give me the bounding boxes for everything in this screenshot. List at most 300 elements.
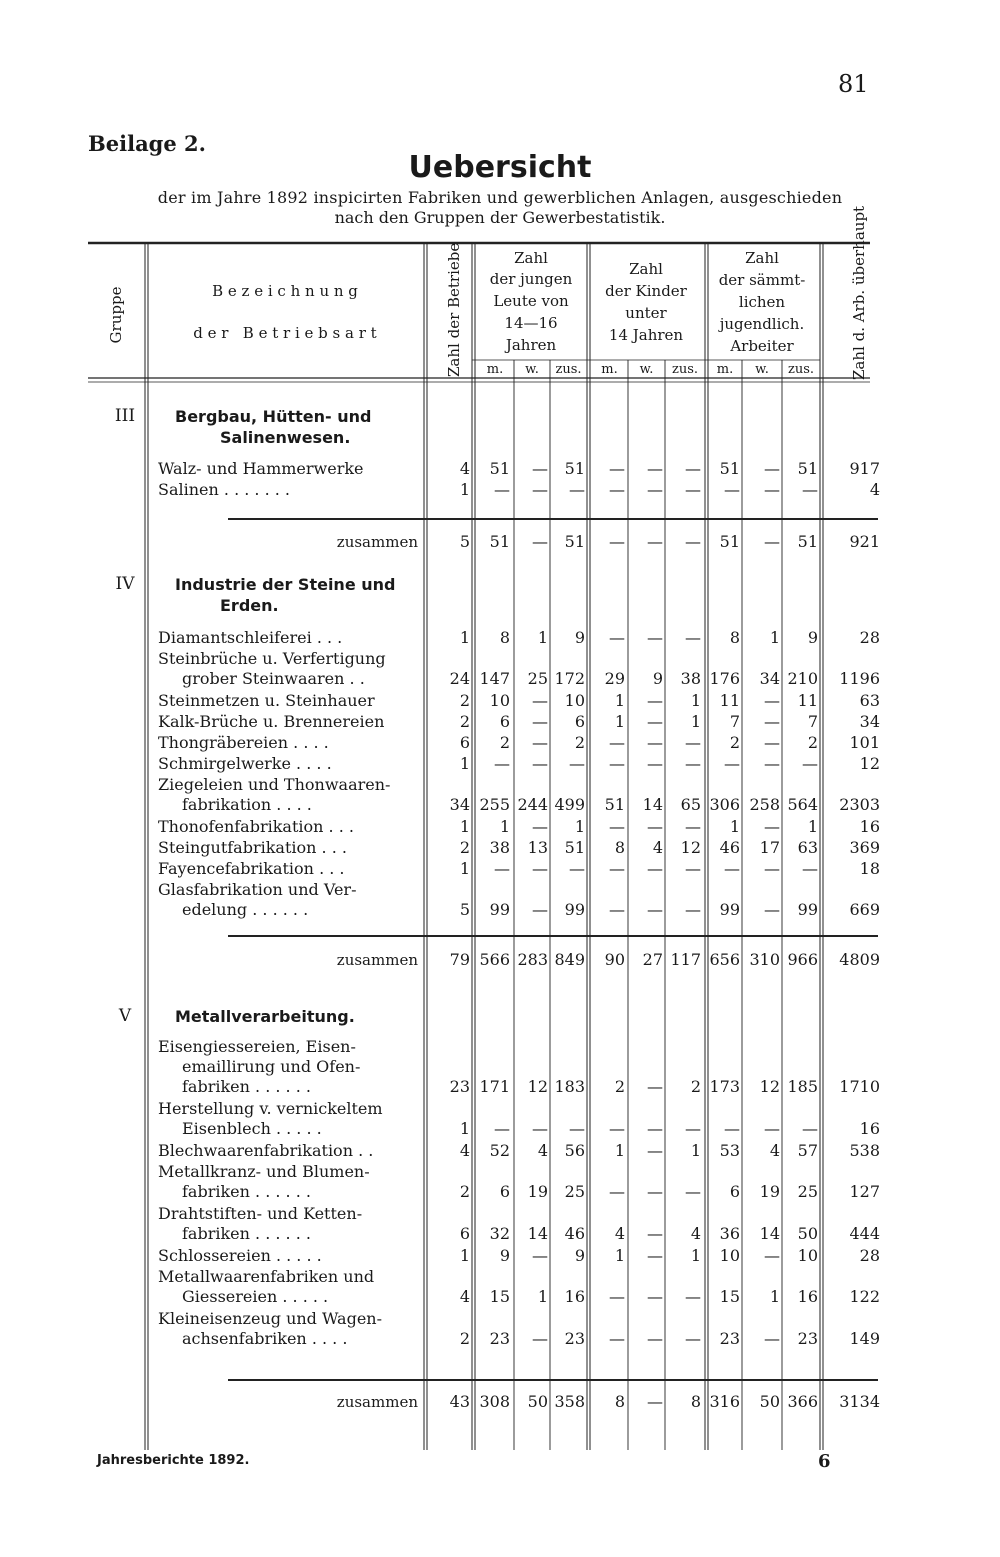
row-2-5-col-7: 10: [719, 1246, 740, 1265]
row-1-9-col-2: —: [532, 859, 548, 878]
row-label-1-10-0: Glasfabrikation und Ver-: [158, 880, 357, 899]
row-2-2-col-0: 4: [459, 1141, 470, 1160]
row-label-1-10-1: edelung . . . . . .: [182, 900, 309, 919]
sum-2-col-1: 308: [479, 1392, 510, 1411]
row-2-0-col-9: 185: [787, 1077, 818, 1096]
header-kinder-4: 14 Jahren: [608, 326, 684, 344]
sum-2-col-5: —: [647, 1392, 663, 1411]
row-2-4-col-0: 6: [459, 1224, 470, 1243]
row-2-4-col-3: 46: [564, 1224, 585, 1243]
row-1-2-col-3: 10: [564, 691, 585, 710]
header-gruppe: Gruppe: [107, 286, 125, 344]
row-1-5-col-8: —: [764, 754, 780, 773]
row-2-7-col-1: 23: [489, 1329, 510, 1348]
row-2-1-col-9: —: [802, 1119, 818, 1138]
row-2-0-col-1: 171: [479, 1077, 510, 1096]
row-label-2-4-0: Drahtstiften- und Ketten-: [158, 1204, 363, 1223]
row-0-0-col-2: —: [532, 459, 548, 478]
row-2-0-col-6: 2: [690, 1077, 701, 1096]
row-1-10-col-10: 669: [849, 900, 880, 919]
row-2-1-col-4: —: [609, 1119, 625, 1138]
header-kinder-3: unter: [625, 304, 667, 322]
row-1-9-col-6: —: [685, 859, 701, 878]
row-1-6-col-7: 306: [709, 795, 740, 814]
row-1-9-col-9: —: [802, 859, 818, 878]
page-title: Uebersicht: [408, 150, 592, 185]
sum-1-col-6: 117: [670, 950, 701, 969]
row-1-2-col-4: 1: [614, 691, 625, 710]
header-arb-ueberhaupt: Zahl d. Arb. überhaupt: [850, 205, 868, 380]
row-label-1-2-0: Steinmetzen u. Steinhauer: [158, 691, 375, 710]
sum-0-col-1: 51: [489, 532, 510, 551]
page-number: 81: [838, 70, 869, 98]
row-0-0-col-7: 51: [719, 459, 740, 478]
row-label-1-7-0: Thonofenfabrikation . . .: [158, 817, 354, 836]
subheader-m: m.: [601, 362, 618, 377]
row-1-10-col-5: —: [647, 900, 663, 919]
row-2-4-col-4: 4: [614, 1224, 625, 1243]
row-1-6-col-8: 258: [749, 795, 780, 814]
row-0-1-col-5: —: [647, 480, 663, 499]
row-2-6-col-4: —: [609, 1287, 625, 1306]
row-1-1-col-5: 9: [652, 669, 663, 688]
row-1-8-col-3: 51: [564, 838, 585, 857]
row-2-5-col-1: 9: [499, 1246, 510, 1265]
row-0-0-col-0: 4: [459, 459, 470, 478]
row-1-2-col-1: 10: [489, 691, 510, 710]
row-1-3-col-3: 6: [574, 712, 585, 731]
row-label-1-3-0: Kalk-Brüche u. Brennereien: [158, 712, 385, 731]
row-1-0-col-2: 1: [537, 628, 548, 647]
sum-0-col-6: —: [685, 532, 701, 551]
sum-1-col-2: 283: [517, 950, 548, 969]
row-2-2-col-6: 1: [690, 1141, 701, 1160]
row-2-6-col-1: 15: [489, 1287, 510, 1306]
row-1-8-col-1: 38: [489, 838, 510, 857]
row-1-6-col-4: 51: [604, 795, 625, 814]
row-2-5-col-4: 1: [614, 1246, 625, 1265]
row-2-3-col-10: 127: [849, 1182, 880, 1201]
row-1-2-col-6: 1: [690, 691, 701, 710]
row-2-2-col-8: 4: [769, 1141, 780, 1160]
row-1-2-col-5: —: [647, 691, 663, 710]
row-label-2-3-1: fabriken . . . . . .: [182, 1182, 311, 1201]
row-2-1-col-8: —: [764, 1119, 780, 1138]
row-0-0-col-1: 51: [489, 459, 510, 478]
row-2-3-col-3: 25: [564, 1182, 585, 1201]
row-1-10-col-6: —: [685, 900, 701, 919]
row-2-0-col-8: 12: [759, 1077, 780, 1096]
header-jungen-4: 14—16: [504, 314, 558, 332]
row-2-3-col-9: 25: [797, 1182, 818, 1201]
row-label-1-4-0: Thongräbereien . . . .: [158, 733, 329, 752]
row-1-5-col-5: —: [647, 754, 663, 773]
header-saemmt-5: Arbeiter: [730, 337, 794, 355]
row-1-10-col-2: —: [532, 900, 548, 919]
row-1-7-col-1: 1: [499, 817, 510, 836]
row-1-1-col-6: 38: [680, 669, 701, 688]
row-2-5-col-5: —: [647, 1246, 663, 1265]
row-0-1-col-4: —: [609, 480, 625, 499]
sum-0-col-9: 51: [797, 532, 818, 551]
appendix-label: Beilage 2.: [88, 131, 206, 156]
row-label-2-0-2: fabriken . . . . . .: [182, 1077, 311, 1096]
row-2-1-col-10: 16: [859, 1119, 880, 1138]
row-1-1-col-0: 24: [449, 669, 470, 688]
row-2-7-col-6: —: [685, 1329, 701, 1348]
row-label-2-2-0: Blechwaarenfabrikation . .: [158, 1141, 374, 1160]
row-0-0-col-9: 51: [797, 459, 818, 478]
header-saemmt-3: lichen: [738, 293, 786, 311]
row-1-6-col-1: 255: [479, 795, 510, 814]
header-bezeichnung-2: d e r B e t r i e b s a r t: [193, 324, 377, 342]
row-label-2-7-1: achsenfabriken . . . .: [182, 1329, 348, 1348]
row-1-3-col-0: 2: [459, 712, 470, 731]
sum-1-col-10: 4809: [839, 950, 880, 969]
row-2-7-col-0: 2: [459, 1329, 470, 1348]
row-1-3-col-1: 6: [499, 712, 510, 731]
subheader-zus: zus.: [555, 362, 582, 377]
row-1-0-col-4: —: [609, 628, 625, 647]
row-2-3-col-0: 2: [459, 1182, 470, 1201]
row-label-2-5-0: Schlossereien . . . . .: [158, 1246, 322, 1265]
section-title-1: Industrie der Steine und: [175, 575, 396, 594]
group-number-2: V: [118, 1006, 132, 1026]
row-2-7-col-4: —: [609, 1329, 625, 1348]
sum-label-0: zusammen: [336, 533, 418, 551]
row-0-1-col-8: —: [764, 480, 780, 499]
row-1-1-col-10: 1196: [839, 669, 880, 688]
row-1-7-col-9: 1: [807, 817, 818, 836]
row-label-2-4-1: fabriken . . . . . .: [182, 1224, 311, 1243]
row-1-7-col-3: 1: [574, 817, 585, 836]
sum-2-col-7: 316: [709, 1392, 740, 1411]
row-2-3-col-6: —: [685, 1182, 701, 1201]
row-2-6-col-0: 4: [459, 1287, 470, 1306]
row-1-4-col-6: —: [685, 733, 701, 752]
row-1-3-col-10: 34: [859, 712, 880, 731]
row-0-1-col-0: 1: [459, 480, 470, 499]
sum-label-2: zusammen: [336, 1393, 418, 1411]
row-2-5-col-9: 10: [797, 1246, 818, 1265]
row-2-5-col-8: —: [764, 1246, 780, 1265]
row-1-1-col-1: 147: [479, 669, 510, 688]
row-2-6-col-3: 16: [564, 1287, 585, 1306]
row-1-10-col-8: —: [764, 900, 780, 919]
row-1-5-col-1: —: [494, 754, 510, 773]
row-1-6-col-6: 65: [680, 795, 701, 814]
row-1-10-col-3: 99: [564, 900, 585, 919]
row-1-7-col-10: 16: [859, 817, 880, 836]
row-1-5-col-6: —: [685, 754, 701, 773]
row-1-9-col-3: —: [569, 859, 585, 878]
row-2-7-col-8: —: [764, 1329, 780, 1348]
header-jungen-5: Jahren: [505, 336, 557, 354]
row-1-7-col-2: —: [532, 817, 548, 836]
sum-0-col-3: 51: [564, 532, 585, 551]
sum-1-col-7: 656: [709, 950, 740, 969]
row-2-4-col-6: 4: [690, 1224, 701, 1243]
sum-0-col-0: 5: [459, 532, 470, 551]
row-1-10-col-4: —: [609, 900, 625, 919]
row-2-3-col-2: 19: [527, 1182, 548, 1201]
row-1-2-col-7: 11: [719, 691, 740, 710]
row-2-6-col-7: 15: [719, 1287, 740, 1306]
row-1-2-col-10: 63: [859, 691, 880, 710]
row-1-7-col-6: —: [685, 817, 701, 836]
row-2-7-col-2: —: [532, 1329, 548, 1348]
row-1-8-col-8: 17: [759, 838, 780, 857]
row-1-0-col-0: 1: [459, 628, 470, 647]
row-2-3-col-8: 19: [759, 1182, 780, 1201]
sum-label-1: zusammen: [336, 951, 418, 969]
row-2-1-col-1: —: [494, 1119, 510, 1138]
header-jungen-3: Leute von: [493, 292, 569, 310]
row-label-0-0-0: Walz- und Hammerwerke: [158, 459, 364, 478]
group-number-0: III: [114, 406, 136, 426]
row-2-0-col-4: 2: [614, 1077, 625, 1096]
row-2-6-col-9: 16: [797, 1287, 818, 1306]
row-2-3-col-5: —: [647, 1182, 663, 1201]
row-2-4-col-7: 36: [719, 1224, 740, 1243]
sum-0-col-8: —: [764, 532, 780, 551]
row-label-1-5-0: Schmirgelwerke . . . .: [158, 754, 332, 773]
row-label-2-1-0: Herstellung v. vernickeltem: [158, 1099, 383, 1118]
row-1-0-col-6: —: [685, 628, 701, 647]
row-1-7-col-0: 1: [459, 817, 470, 836]
row-2-0-col-10: 1710: [839, 1077, 880, 1096]
row-label-1-9-0: Fayencefabrikation . . .: [158, 859, 345, 878]
row-1-8-col-2: 13: [527, 838, 548, 857]
sum-0-col-10: 921: [849, 532, 880, 551]
row-1-10-col-0: 5: [459, 900, 470, 919]
header-saemmt-4: jugendlich.: [719, 315, 805, 333]
row-1-5-col-2: —: [532, 754, 548, 773]
row-2-1-col-5: —: [647, 1119, 663, 1138]
header-saemmt-1: Zahl: [745, 249, 779, 267]
row-2-4-col-5: —: [647, 1224, 663, 1243]
sum-2-col-3: 358: [554, 1392, 585, 1411]
row-1-9-col-0: 1: [459, 859, 470, 878]
group-number-1: IV: [115, 574, 135, 594]
row-label-0-1-0: Salinen . . . . . . .: [158, 480, 291, 499]
row-1-0-col-5: —: [647, 628, 663, 647]
row-1-9-col-7: —: [724, 859, 740, 878]
subtitle-line-1: der im Jahre 1892 inspicirten Fabriken und gewerblichen Anlagen, ausgeschieden: [157, 188, 843, 207]
row-1-5-col-7: —: [724, 754, 740, 773]
row-label-1-6-0: Ziegeleien und Thonwaaren-: [158, 775, 391, 794]
row-1-1-col-7: 176: [709, 669, 740, 688]
row-2-7-col-10: 149: [849, 1329, 880, 1348]
row-1-1-col-9: 210: [787, 669, 818, 688]
row-2-0-col-0: 23: [449, 1077, 470, 1096]
row-1-4-col-1: 2: [499, 733, 510, 752]
row-2-2-col-3: 56: [564, 1141, 585, 1160]
row-1-5-col-0: 1: [459, 754, 470, 773]
subheader-w: w.: [639, 362, 654, 377]
row-1-3-col-6: 1: [690, 712, 701, 731]
row-1-3-col-9: 7: [807, 712, 818, 731]
row-1-8-col-0: 2: [459, 838, 470, 857]
row-1-0-col-7: 8: [729, 628, 740, 647]
row-2-2-col-9: 57: [797, 1141, 818, 1160]
row-2-3-col-4: —: [609, 1182, 625, 1201]
row-0-0-col-3: 51: [564, 459, 585, 478]
footer-source: Jahresberichte 1892.: [97, 1453, 250, 1468]
row-0-0-col-6: —: [685, 459, 701, 478]
subheader-zus: zus.: [787, 362, 815, 377]
row-1-1-col-4: 29: [604, 669, 625, 688]
subheader-m: m.: [486, 362, 504, 377]
row-label-1-6-1: fabrikation . . . .: [182, 795, 312, 814]
sum-1-col-0: 79: [449, 950, 470, 969]
row-2-7-col-5: —: [647, 1329, 663, 1348]
row-label-2-0-0: Eisengiessereien, Eisen-: [158, 1037, 356, 1056]
row-1-0-col-10: 28: [859, 628, 880, 647]
row-1-9-col-5: —: [647, 859, 663, 878]
footer-signature-mark: 6: [818, 1451, 831, 1472]
row-0-0-col-10: 917: [849, 459, 880, 478]
section-title-2-0: Salinenwesen.: [220, 428, 351, 447]
row-2-5-col-6: 1: [690, 1246, 701, 1265]
row-1-4-col-10: 101: [849, 733, 880, 752]
row-2-5-col-10: 28: [859, 1246, 880, 1265]
row-1-5-col-10: 12: [859, 754, 880, 773]
row-1-10-col-9: 99: [797, 900, 818, 919]
row-1-2-col-8: —: [764, 691, 780, 710]
row-2-0-col-5: —: [647, 1077, 663, 1096]
row-0-0-col-5: —: [647, 459, 663, 478]
subheader-zus: zus.: [671, 362, 699, 377]
row-2-4-col-9: 50: [797, 1224, 818, 1243]
row-label-1-1-0: Steinbrüche u. Verfertigung: [158, 649, 386, 668]
row-1-5-col-3: —: [569, 754, 585, 773]
row-2-0-col-2: 12: [527, 1077, 548, 1096]
row-1-7-col-5: —: [647, 817, 663, 836]
row-1-4-col-9: 2: [807, 733, 818, 752]
row-2-3-col-1: 6: [499, 1182, 510, 1201]
row-1-4-col-3: 2: [574, 733, 585, 752]
row-1-1-col-3: 172: [554, 669, 585, 688]
row-0-1-col-9: —: [802, 480, 818, 499]
section-title-0: Bergbau, Hütten- und: [175, 407, 372, 426]
row-1-3-col-8: —: [764, 712, 780, 731]
row-1-8-col-6: 12: [680, 838, 701, 857]
row-1-4-col-8: —: [764, 733, 780, 752]
row-2-7-col-9: 23: [797, 1329, 818, 1348]
row-2-6-col-8: 1: [769, 1287, 780, 1306]
row-0-1-col-6: —: [685, 480, 701, 499]
row-1-3-col-4: 1: [614, 712, 625, 731]
row-2-4-col-8: 14: [759, 1224, 780, 1243]
row-1-4-col-7: 2: [729, 733, 740, 752]
row-label-2-7-0: Kleineisenzeug und Wagen-: [158, 1309, 383, 1328]
header-jungen-1: Zahl: [514, 249, 548, 267]
row-label-2-3-0: Metallkranz- und Blumen-: [158, 1162, 370, 1181]
row-0-0-col-4: —: [609, 459, 625, 478]
row-1-8-col-4: 8: [614, 838, 625, 857]
sum-1-col-3: 849: [554, 950, 585, 969]
section-title-2: Metallverarbeitung.: [175, 1007, 355, 1026]
row-2-6-col-10: 122: [849, 1287, 880, 1306]
sum-1-col-5: 27: [642, 950, 663, 969]
row-1-6-col-3: 499: [554, 795, 585, 814]
row-1-0-col-9: 9: [807, 628, 818, 647]
row-2-5-col-3: 9: [574, 1246, 585, 1265]
sum-2-col-4: 8: [614, 1392, 625, 1411]
row-1-3-col-7: 7: [729, 712, 740, 731]
row-2-5-col-2: —: [532, 1246, 548, 1265]
row-1-9-col-1: —: [494, 859, 510, 878]
sum-0-col-2: —: [532, 532, 548, 551]
row-0-1-col-7: —: [724, 480, 740, 499]
row-1-6-col-2: 244: [517, 795, 548, 814]
row-1-7-col-7: 1: [729, 817, 740, 836]
row-1-6-col-9: 564: [787, 795, 818, 814]
row-2-2-col-7: 53: [719, 1141, 740, 1160]
header-kinder-1: Zahl: [629, 260, 663, 278]
header-kinder-2: der Kinder: [605, 282, 687, 300]
row-label-2-0-1: emaillirung und Ofen-: [182, 1057, 361, 1076]
row-1-10-col-1: 99: [489, 900, 510, 919]
row-2-7-col-3: 23: [564, 1329, 585, 1348]
row-1-2-col-9: 11: [797, 691, 818, 710]
row-label-1-1-1: grober Steinwaaren . .: [182, 669, 365, 688]
sum-0-col-4: —: [609, 532, 625, 551]
row-2-4-col-10: 444: [849, 1224, 880, 1243]
sum-2-col-0: 43: [449, 1392, 470, 1411]
row-1-6-col-5: 14: [642, 795, 663, 814]
row-1-0-col-8: 1: [769, 628, 780, 647]
row-1-4-col-5: —: [647, 733, 663, 752]
row-1-6-col-0: 34: [449, 795, 470, 814]
row-1-10-col-7: 99: [719, 900, 740, 919]
sum-2-col-9: 366: [787, 1392, 818, 1411]
subheader-w: w.: [525, 362, 539, 377]
row-2-1-col-3: —: [569, 1119, 585, 1138]
sum-1-col-1: 566: [479, 950, 510, 969]
header-saemmt-2: der sämmt-: [718, 271, 806, 289]
row-2-5-col-0: 1: [459, 1246, 470, 1265]
row-2-0-col-3: 183: [554, 1077, 585, 1096]
row-2-1-col-6: —: [685, 1119, 701, 1138]
row-1-9-col-4: —: [609, 859, 625, 878]
row-2-3-col-7: 6: [729, 1182, 740, 1201]
row-label-1-8-0: Steingutfabrikation . . .: [158, 838, 347, 857]
sum-1-col-8: 310: [749, 950, 780, 969]
row-1-9-col-10: 18: [859, 859, 880, 878]
row-1-8-col-10: 369: [849, 838, 880, 857]
row-2-1-col-7: —: [724, 1119, 740, 1138]
row-1-2-col-0: 2: [459, 691, 470, 710]
row-2-2-col-10: 538: [849, 1141, 880, 1160]
row-2-6-col-2: 1: [537, 1287, 548, 1306]
row-1-4-col-0: 6: [459, 733, 470, 752]
row-1-1-col-8: 34: [759, 669, 780, 688]
row-0-1-col-3: —: [569, 480, 585, 499]
row-label-2-1-1: Eisenblech . . . . .: [182, 1119, 322, 1138]
sum-2-col-10: 3134: [839, 1392, 880, 1411]
row-1-6-col-10: 2303: [839, 795, 880, 814]
sum-1-col-9: 966: [787, 950, 818, 969]
subtitle-line-2: nach den Gruppen der Gewerbestatistik.: [334, 208, 666, 227]
header-jungen-2: der jungen: [489, 270, 573, 288]
row-1-4-col-4: —: [609, 733, 625, 752]
row-2-4-col-1: 32: [489, 1224, 510, 1243]
header-zahl-betriebe: Zahl der Betriebe: [445, 242, 463, 377]
row-2-2-col-1: 52: [489, 1141, 510, 1160]
sum-2-col-8: 50: [759, 1392, 780, 1411]
